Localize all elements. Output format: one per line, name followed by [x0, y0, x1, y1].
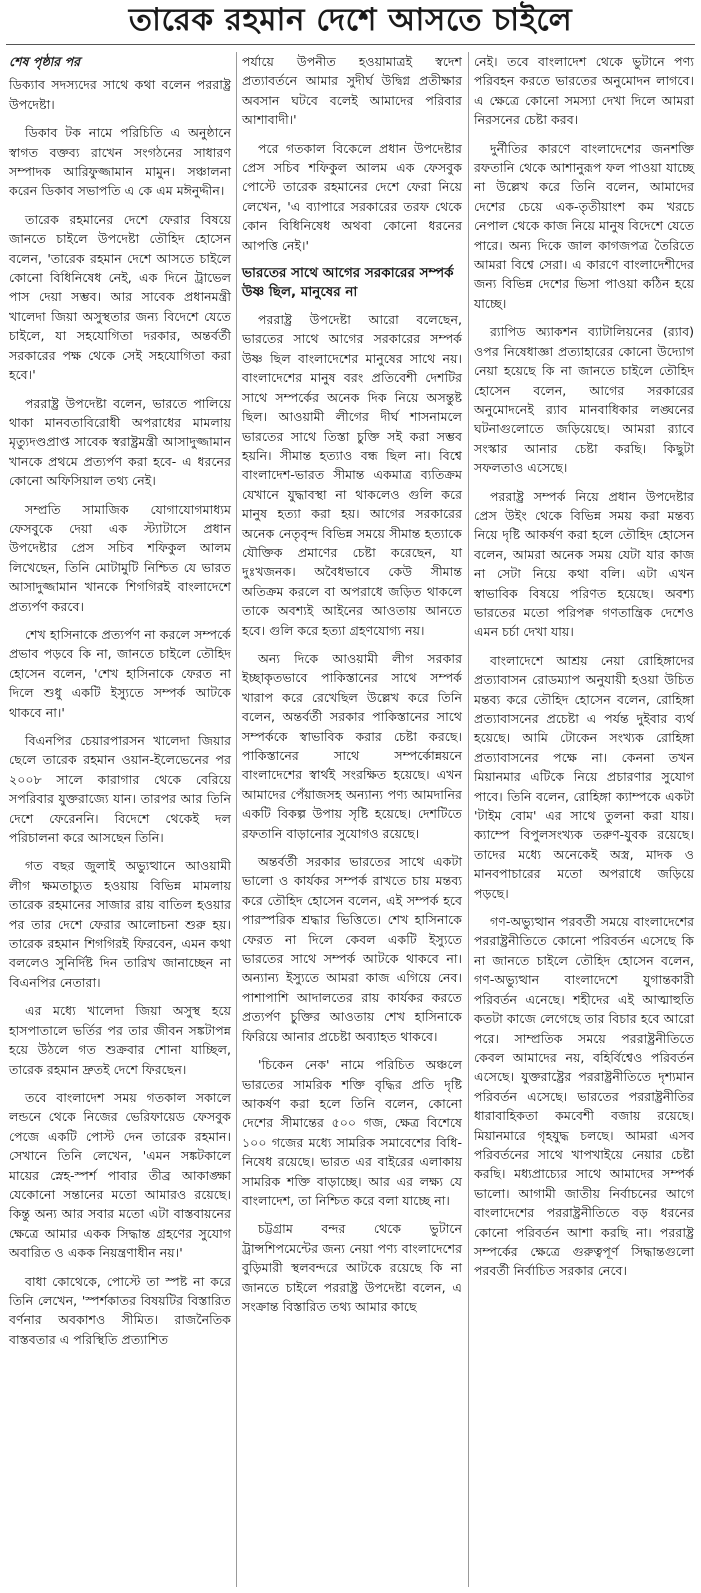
paragraph: র‍্যাপিড অ্যাকশন ব্যাটালিয়নের (র‍্যাব) ওপর নিষেধাজ্ঞা প্রত্যাহারের কোনো উদ্যোগ নেয়া হয়েছে কি না জানতে চাইলে তৌহিদ হোসেন বলেন, আগের সরকারের অনুমোদনেই র‍্যাব মানবাধিকার লঙ্ঘনের ঘটনাগুলোতে জড়িয়েছে। আমরা র‍্যাবে সংস্কার আনার চেষ্টা করছি। কিছুটা সফলতাও এসেছে।	[474, 324, 694, 476]
article-column-3	[474, 52, 694, 1290]
paragraph: পররাষ্ট্র উপদেষ্টা আরো বলেছেন, ভারতের সাথে আগের সরকারের সম্পর্ক উষ্ণ ছিল বাংলাদেশের মানুষের সাথে নয়। বাংলাদেশের মানুষ বরং প্রতিবেশী দেশটির সাথে সম্পর্কের অনেক দিক নিয়ে অসন্তুষ্ট ছিল। আওয়ামী লীগের দীর্ঘ শাসনামলে ভারতের সাথে তিস্তা চুক্তি সই করা সম্ভব হয়নি। সীমান্ত হত্যাও বন্ধ ছিল না। বিশ্বে বাংলাদেশ-ভারত সীমান্ত একমাত্র ব্যতিক্রম যেখানে যুদ্ধাবস্থা না থাকলেও গুলি করে মানুষ হত্যা করা হয়। আগের সরকারের অনেক নেতৃবৃন্দ বিভিন্ন সময়ে সীমান্ত হত্যাকে যৌক্তিক প্রমাণের চেষ্টা করেছেন, যা দুঃখজনক। অবৈধভাবে কেউ সীমান্ত অতিক্রম করলে বা অপরাধে জড়িত থাকলে তাকে অবশ্যই আইনের আওতায় আনতে হবে। গুলি করে হত্যা গ্রহণযোগ্য নয়।	[242, 312, 462, 638]
paragraph: তারেক রহমানের দেশে ফেরার বিষয়ে জানতে চাইলে উপদেষ্টা তৌহিদ হোসেন বলেন, 'তারেক রহমান দেশে আসতে চাইলে কোনো বিধিনিষেধ নেই, এক দিনে ট্রাভেল পাস দেয়া সম্ভব। আর সাবেক প্রধানমন্ত্রী খালেদা জিয়া অসুস্থতার জন্য বিদেশে যেতে চাইলে, যা সহযোগিতা দরকার, অন্তর্বর্তী সরকারের পক্ষ থেকে সেই সহযোগিতা করা হবে।'	[9, 211, 231, 383]
paragraph: তবে বাংলাদেশ সময় গতকাল সকালে লন্ডনে থেকে নিজের ভেরিফায়েড ফেসবুক পেজে একটি পোস্ট দেন তারেক রহমান। সেখানে তিনি লেখেন, 'এমন সঙ্কটকালে মায়ের স্নেহ-স্পর্শ পাবার তীব্র আকাঙ্ক্ষা যেকোনো সন্তানের মতো আমারও রয়েছে। কিন্তু অন্য আর সবার মতো এটা বাস্তবায়নের ক্ষেত্রে আমার একক সিদ্ধান্ত গ্রহণের সুযোগ অবারিত ও একক নিয়ন্ত্রণাধীন নয়।'	[9, 1089, 231, 1261]
headline-rule	[6, 44, 695, 45]
paragraph: পরে গতকাল বিকেলে প্রধান উপদেষ্টার প্রেস সচিব শফিকুল আলম এক ফেসবুক পোস্টে তারেক রহমানের দেশে ফেরা নিয়ে লেখেন, 'এ ব্যাপারে সরকারের তরফ থেকে কোন বিধিনিষেধ অথবা কোনো ধরনের আপত্তি নেই।'	[242, 140, 462, 253]
article-column-2	[242, 52, 462, 1325]
paragraph: এর মধ্যে খালেদা জিয়া অসুস্থ হয়ে হাসপাতালে ভর্তির পর তার জীবন সঙ্কটাপন্ন হয়ে উঠলে গত শুক্রবার শোনা যাচ্ছিল, তারেক রহমান দ্রুতই দেশে ফিরছেন।	[9, 1003, 231, 1077]
paragraph: পররাষ্ট্র উপদেষ্টা বলেন, ভারতে পালিয়ে থাকা মানবতাবিরোধী অপরাধের মামলায় মৃত্যুদণ্ডপ্রাপ্ত সাবেক স্বরাষ্ট্রমন্ত্রী আসাদুজ্জামান খানকে প্রথমে প্রত্যর্পণ করা হবে- এ ধরনের কোনো অফিসিয়াল তথ্য নেই।	[9, 395, 231, 489]
paragraph: বাংলাদেশে আশ্রয় নেয়া রোহিঙ্গাদের প্রত্যাবাসন রোডম্যাপ অনুযায়ী হওয়া উচিত মন্তব্য করে তৌহিদ হোসেন বলেন, রোহিঙ্গা প্রত্যাবাসনের প্রচেষ্টা এ পর্যন্ত দুইবার ব্যর্থ হয়েছে। আমি টোকেন সংখ্যক রোহিঙ্গা প্রত্যাবাসনের পক্ষে না। কেননা তখন মিয়ানমার এটিকে নিয়ে প্রচারণার সুযোগ পাবে। তিনি বলেন, রোহিঙ্গা ক্যাম্পকে একটা 'টাইম বোম' এর সাথে তুলনা করা যায়। ক্যাম্পে বিপুলসংখ্যক তরুণ-যুবক রয়েছে। তাদের মধ্যে অনেকেই অস্ত্র, মাদক ও মানবপাচারের মতো অপরাধে জড়িয়ে পড়ছে।	[474, 652, 694, 901]
article-column-1	[9, 52, 231, 1358]
paragraph: বিএনপির চেয়ারপারসন খালেদা জিয়ার ছেলে তারেক রহমান ওয়ান-ইলেভেনের পর ২০০৮ সালে কারাগার থেকে বেরিয়ে সপরিবার যুক্তরাজ্যে যান। তারপর আর তিনি দেশে ফেরেননি। বিদেশে থেকেই দল পরিচালনা করে আসছেন তিনি।	[9, 733, 231, 846]
paragraph: পররাষ্ট্র সম্পর্ক নিয়ে প্রধান উপদেষ্টার প্রেস উইং থেকে বিভিন্ন সময় করা মন্তব্য নিয়ে দৃষ্টি আকর্ষণ করা হলে তৌহিদ হোসেন বলেন, আমরা অনেক সময় যেটা যার কাজ না সেটা নিয়ে কথা বলি। এটা এখন স্বাভাবিক বিষয়ে পরিণত হয়েছে। অবশ্য ভারতের মতো পরিপক্ব গণতান্ত্রিক দেশেও এমন চর্চা দেখা যায়।	[474, 488, 694, 640]
paragraph: ডিকাব টক নামে পরিচিতি এ অনুষ্ঠানে স্বাগত বক্তব্য রাখেন সংগঠনের সাধারণ সম্পাদক আরিফুজ্জামান মামুন। সঞ্চালনা করেন ডিকাব সভাপতি এ কে এম মঈনুদ্দীন।	[9, 125, 231, 199]
paragraph: পর্যায়ে উপনীত হওয়ামাত্রই স্বদেশ প্রত্যাবর্তনে আমার সুদীর্ঘ উদ্বিগ্ন প্রতীক্ষার অবসান ঘটবে বলেই আমাদের পরিবার আশাবাদী।'	[242, 54, 462, 128]
paragraph: বাধা কোথেকে, পোস্টে তা স্পষ্ট না করে তিনি লেখেন, 'স্পর্শকাতর বিষয়টির বিস্তারিত বর্ণনার অবকাশও সীমিত। রাজনৈতিক বাস্তবতার এ পরিস্থিতি প্রত্যাশিত	[9, 1273, 231, 1347]
paragraph: চট্টগ্রাম বন্দর থেকে ভুটানে ট্রান্সশিপমেন্টের জন্য নেয়া পণ্য বাংলাদেশের বুড়িমারী স্থলবন্দরে আটকে রয়েছে কি না জানতে চাইলে পররাষ্ট্র উপদেষ্টা বলেন, এ সংক্রান্ত বিস্তারিত তথ্য আমার কাছে	[242, 1221, 462, 1314]
paragraph: অন্য দিকে আওয়ামী লীগ সরকার ইচ্ছাকৃতভাবে পাকিস্তানের সাথে সম্পর্ক খারাপ করে রেখেছিল উল্লেখ করে তিনি বলেন, অন্তর্বর্তী সরকার পাকিস্তানের সাথে সম্পর্ককে স্বাভাবিক করার চেষ্টা করছে। পাকিস্তানের সাথে সম্পর্কোন্নয়নে বাংলাদেশের স্বার্থই সংরক্ষিত হয়েছে। এখন আমাদের পেঁয়াজসহ অন্যান্য পণ্য আমদানির একটি বিকল্প উপায় সৃষ্টি হয়েছে। দেশটিতে রফতানি বাড়ানোর সুযোগও রয়েছে।	[242, 650, 462, 841]
subheading: ভারতের সাথে আগের সরকারের সম্পর্ক উষ্ণ ছিল, মানুষের না	[242, 265, 454, 301]
column-divider	[468, 52, 469, 1587]
paragraph: শেখ হাসিনাকে প্রত্যর্পণ না করলে সম্পর্কে প্রভাব পড়বে কি না, জানতে চাইলে তৌহিদ হোসেন বলেন, 'শেখ হাসিনাকে ফেরত না দিলে শুধু একটি ইস্যুতে সম্পর্ক আটকে থাকবে না।'	[9, 626, 231, 720]
paragraph: 'চিকেন নেক' নামে পরিচিত অঞ্চলে ভারতের সামরিক শক্তি বৃদ্ধির প্রতি দৃষ্টি আকর্ষণ করা হলে তিনি বলেন, কোনো দেশের সীমান্তের ৫০০ গজ, ক্ষেত্র বিশেষে ১০০ গজের মধ্যে সামরিক সমাবেশের বিধি-নিষেধ রয়েছে। ভারত এর বাইরের এলাকায় সামরিক শক্তি বাড়াচ্ছে। আর এর লক্ষ্য যে বাংলাদেশ, তা নিশ্চিত করে বলা যাচ্ছে না।	[242, 1057, 462, 1208]
paragraph: সম্প্রতি সামাজিক যোগাযোগমাধ্যম ফেসবুকে দেয়া এক স্ট্যাটাসে প্রধান উপদেষ্টার প্রেস সচিব শফিকুল আলম লিখেছেন, তিনি মোটামুটি নিশ্চিত যে ভারত আসাদুজ্জামান খানকে শিগগিরই বাংলাদেশে প্রত্যর্পণ করবে।	[9, 501, 231, 614]
continuation-tag: শেষ পৃষ্ঠার পর	[9, 54, 81, 69]
paragraph: গণ-অভ্যুত্থান পরবর্তী সময়ে বাংলাদেশের পররাষ্ট্রনীতিতে কোনো পরিবর্তন এসেছে কি না জানতে চাইলে তৌহিদ হোসেন বলেন, গণ-অভ্যুত্থান বাংলাদেশে যুগান্তকারী পরিবর্তন এনেছে। শহীদের এই আত্মাহুতি কতটা কাজে লেগেছে তার বিচার হবে আরো পরে। সাম্প্রতিক সময়ে পররাষ্ট্রনীতিতে কেবল আমাদের নয়, বহির্বিশ্বেও পরিবর্তন এসেছে। যুক্তরাষ্ট্রের পররাষ্ট্রনীতিতে দৃশ্যমান পরিবর্তন এসেছে। ভারতের পররাষ্ট্রনীতির ধারাবাহিকতা কমবেশী বজায় রয়েছে। মিয়ানমারে গৃহযুদ্ধ চলছে। আমরা এসব পরিবর্তনের সাথে খাপখাইয়ে নেয়ার চেষ্টা করছি। মধ্যপ্রাচ্যের সাথে আমাদের সম্পর্ক ভালো। আগামী জাতীয় নির্বাচনের আগে বাংলাদেশের পররাষ্ট্রনীতিতে বড় ধরনের কোনো পরিবর্তন আশা করছি না। পররাষ্ট্র সম্পর্কের ক্ষেত্রে গুরুত্বপূর্ণ সিদ্ধান্তগুলো পরবর্তী নির্বাচিত সরকার নেবে।	[474, 914, 694, 1279]
paragraph: নেই। তবে বাংলাদেশ থেকে ভুটানে পণ্য পরিবহন করতে ভারতের অনুমোদন লাগবে। এ ক্ষেত্রে কোনো সমস্যা দেখা দিলে আমরা নিরসনের চেষ্টা করব।	[474, 54, 694, 128]
headline: তারেক রহমান দেশে আসতে চাইলে	[128, 2, 573, 38]
column-divider	[236, 52, 237, 1587]
paragraph: দুর্নীতির কারণে বাংলাদেশের জনশক্তি রফতানি থেকে আশানুরূপ ফল পাওয়া যাচ্ছে না উল্লেখ করে তিনি বলেন, আমাদের দেশের চেয়ে এক-তৃতীয়াংশ কম খরচে নেপাল থেকে কাজ নিয়ে মানুষ বিদেশে যেতে পারে। অন্য দিকে জাল কাগজপত্র তৈরিতে আমরা বিশ্বে সেরা। এ কারণে বাংলাদেশীদের জন্য বিভিন্ন দেশের ভিসা পাওয়া কঠিন হয়ে যাচ্ছে।	[474, 140, 694, 311]
paragraph: ডিক্যাব সদস্যদের সাথে কথা বলেন পররাষ্ট্র উপদেষ্টা।	[9, 77, 231, 112]
paragraph: গত বছর জুলাই অভ্যুত্থানে আওয়ামী লীগ ক্ষমতাচ্যুত হওয়ায় বিভিন্ন মামলায় তারেক রহমানের সাজার রায় বাতিল হওয়ার পর তার দেশে ফেরার আলোচনা শুরু হয়। তারেক রহমান শিগগিরই ফিরবেন, এমন কথা বললেও সুনির্দিষ্ট দিন তারিখ জানাচ্ছেন না বিএনপির নেতারা।	[9, 858, 231, 990]
paragraph: অন্তর্বর্তী সরকার ভারতের সাথে একটা ভালো ও কার্যকর সম্পর্ক রাখতে চায় মন্তব্য করে তৌহিদ হোসেন বলেন, এই সম্পর্ক হবে পারস্পরিক শ্রদ্ধার ভিত্তিতে। শেখ হাসিনাকে ফেরত না দিলে কেবল একটি ইস্যুতে ভারতের সাথে সম্পর্ক আটকে থাকবে না। অন্যান্য ইস্যুতে আমরা কাজ এগিয়ে নেব। পাশাপাশি আদালতের রায় কার্যকর করতে প্রত্যর্পণ চুক্তির আওতায় শেখ হাসিনাকে ফিরিয়ে আনার প্রচেষ্টা অব্যাহত থাকবে।	[242, 854, 462, 1044]
